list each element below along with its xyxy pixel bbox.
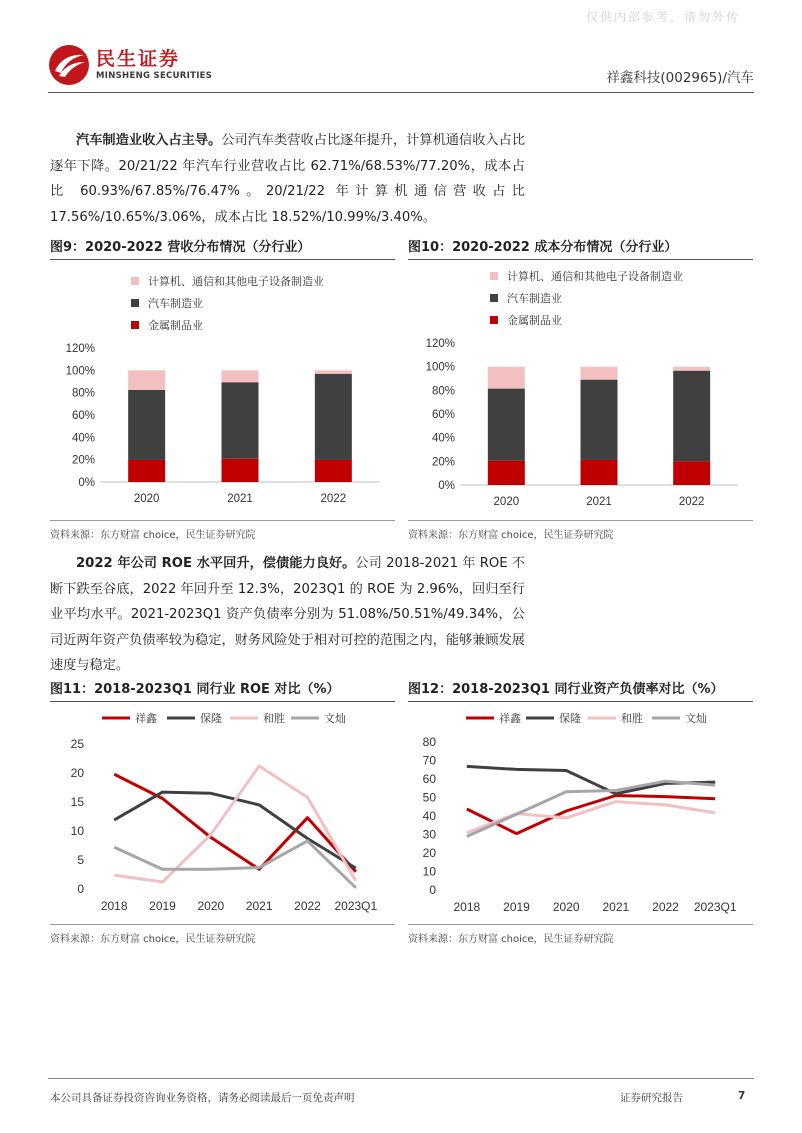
watermark: 仅供内部参考，请勿外传 — [585, 10, 740, 24]
fig10-legend-item — [490, 265, 683, 287]
fig12-source: 资料来源：东方财富 choice，民生证券研究院 — [408, 924, 753, 942]
paragraph-roe-heading: 2022 年公司 ROE 水平回升，偿债能力良好。 — [76, 556, 356, 571]
y-tick-label: 15 — [70, 795, 84, 809]
legend-swatch — [490, 272, 498, 280]
fig11-title: 图11：2018-2023Q1 同行业 ROE 对比（%） — [50, 680, 395, 702]
fig9-title: 图9：2020-2022 营收分布情况（分行业） — [50, 238, 395, 260]
y-tick-label: 40% — [71, 432, 95, 445]
x-tick-label: 2022 — [678, 496, 705, 508]
y-tick-label: 20 — [70, 766, 84, 780]
bar-segment — [488, 367, 525, 389]
bar-segment — [222, 459, 259, 482]
y-tick-label: 0% — [438, 480, 455, 492]
bar-segment — [128, 370, 165, 390]
fig9-legend — [131, 270, 324, 336]
x-tick-label: 2021 — [602, 900, 630, 914]
y-tick-label: 20 — [422, 846, 436, 860]
fig10-source: 资料来源：东方财富 choice，民生证券研究院 — [408, 520, 753, 538]
company-logo — [48, 44, 212, 86]
legend-label: 和胜 — [621, 713, 643, 725]
x-tick-label: 2020 — [552, 900, 580, 914]
y-tick-label: 10 — [70, 824, 84, 838]
bar-segment — [488, 461, 525, 485]
x-tick-label: 2018 — [453, 900, 481, 914]
bar-segment — [315, 374, 352, 460]
fig10-legend-item — [490, 309, 683, 331]
x-tick-label: 2022 — [320, 493, 347, 505]
x-tick-label: 2023Q1 — [334, 899, 378, 913]
bar-segment — [488, 389, 525, 461]
fig10-legend — [490, 265, 683, 331]
series-line — [114, 774, 356, 872]
x-tick-label: 2019 — [503, 900, 530, 914]
y-tick-label: 60% — [431, 409, 455, 421]
y-tick-label: 100% — [425, 361, 455, 374]
legend-label: 计算机、通信和其他电子设备制造业 — [148, 275, 324, 288]
series-line — [467, 796, 715, 834]
y-tick-label: 50 — [422, 790, 436, 805]
legend-label: 金属制品业 — [148, 319, 203, 332]
logo-chinese-text: 民生证券 — [96, 48, 181, 70]
y-tick-label: 5 — [77, 853, 84, 867]
x-tick-label: 2023Q1 — [693, 900, 737, 914]
x-tick-label: 2019 — [149, 899, 176, 913]
footer-divider — [48, 1078, 754, 1079]
x-tick-label: 2021 — [245, 899, 273, 913]
bar-segment — [315, 370, 352, 373]
fig10-title: 图10：2020-2022 成本分布情况（分行业） — [408, 238, 753, 260]
y-tick-label: 30 — [422, 827, 436, 842]
y-tick-label: 80% — [71, 387, 95, 400]
fig12-chart — [408, 706, 753, 922]
bar-segment — [673, 371, 710, 461]
y-tick-label: 20% — [431, 456, 455, 469]
bar-segment — [581, 367, 618, 380]
legend-label: 祥鑫 — [499, 713, 521, 725]
x-tick-label: 2020 — [493, 496, 520, 508]
fig11-chart — [50, 706, 395, 922]
fig9-legend-item — [131, 270, 324, 292]
x-tick-label: 2021 — [227, 493, 253, 505]
y-tick-label: 20% — [71, 454, 95, 467]
legend-label: 汽车制造业 — [507, 292, 562, 305]
minsheng-logo-icon — [48, 44, 90, 86]
bar-segment — [581, 460, 618, 485]
bar-segment — [128, 460, 165, 482]
y-tick-label: 0 — [77, 882, 84, 896]
x-tick-label: 2021 — [586, 496, 612, 508]
x-tick-label: 2020 — [197, 899, 225, 913]
paragraph-roe — [50, 551, 525, 679]
legend-label: 和胜 — [263, 713, 285, 725]
legend-label: 汽车制造业 — [148, 297, 203, 310]
y-tick-label: 0% — [78, 477, 95, 489]
logo-english-text: MINSHENG SECURITIES — [96, 71, 213, 81]
footer-disclaimer: 本公司具备证券投资咨询业务资格，请务必阅读最后一页免责声明 — [50, 1092, 355, 1104]
fig12-title: 图12：2018-2023Q1 同行业资产负债率对比（%） — [408, 680, 753, 702]
y-tick-label: 120% — [65, 343, 95, 355]
legend-swatch — [131, 321, 139, 329]
bar-segment — [673, 461, 710, 485]
page-header — [48, 42, 754, 94]
bar-segment — [673, 367, 710, 371]
y-tick-label: 60% — [71, 410, 95, 422]
legend-swatch — [490, 316, 498, 324]
y-tick-label: 10 — [422, 864, 436, 879]
fig9-chart — [50, 336, 395, 516]
paragraph-revenue — [50, 128, 525, 230]
legend-label: 计算机、通信和其他电子设备制造业 — [507, 270, 683, 283]
bar-segment — [222, 370, 259, 382]
x-tick-label: 2020 — [133, 493, 160, 505]
x-tick-label: 2022 — [652, 900, 679, 914]
report-title: 祥鑫科技(002965)/汽车 — [606, 70, 754, 86]
legend-label: 祥鑫 — [135, 713, 157, 725]
fig9-source: 资料来源：东方财富 choice，民生证券研究院 — [50, 520, 395, 538]
y-tick-label: 80 — [422, 735, 436, 749]
legend-swatch — [131, 277, 139, 285]
legend-label: 文灿 — [324, 713, 346, 725]
fig9-legend-item — [131, 292, 324, 314]
y-tick-label: 25 — [70, 737, 84, 751]
x-tick-label: 2018 — [100, 899, 128, 913]
y-tick-label: 40 — [422, 809, 436, 823]
bar-segment — [222, 382, 259, 459]
bar-segment — [315, 460, 352, 482]
y-tick-label: 100% — [65, 365, 95, 378]
fig11-source: 资料来源：东方财富 choice，民生证券研究院 — [50, 924, 395, 942]
fig10-legend-item — [490, 287, 683, 309]
paragraph-revenue-heading: 汽车制造业收入占主导。 — [76, 133, 222, 148]
header-divider — [48, 92, 754, 93]
y-tick-label: 80% — [431, 385, 455, 398]
legend-swatch — [131, 299, 139, 307]
legend-label: 保隆 — [559, 713, 581, 725]
footer-report-type: 证券研究报告 — [620, 1092, 683, 1104]
y-tick-label: 70 — [422, 753, 436, 768]
legend-label: 文灿 — [685, 713, 707, 725]
y-tick-label: 40% — [431, 432, 455, 445]
fig9-legend-item — [131, 314, 324, 336]
legend-label: 保隆 — [200, 713, 222, 725]
page-number: 7 — [738, 1090, 746, 1102]
legend-swatch — [490, 294, 498, 302]
y-tick-label: 0 — [429, 883, 436, 897]
y-tick-label: 120% — [425, 338, 455, 350]
paragraph-revenue-body: 公司汽车类营收占比逐年提升，计算机通信收入占比逐年下降。20/21/22 年汽车行业营收占比 62.71%/68.53%/77.20%，成本占比 60.93%/67.85%/76.47%。20/21/22 年计算机通信营收占比 17.56%/10.65%/3.06%，成本占比 18.52%/10.99%/3.40%。 — [50, 133, 526, 225]
fig10-chart — [408, 332, 753, 516]
legend-label: 金属制品业 — [507, 314, 562, 327]
bar-segment — [581, 380, 618, 460]
y-tick-label: 60 — [422, 772, 436, 786]
x-tick-label: 2022 — [294, 899, 321, 913]
paragraph-roe-body: 公司 2018-2021 年 ROE 不断下跌至谷底，2022 年回升至 12.3%，2023Q1 的 ROE 为 2.96%，回归至行业平均水平。2021-2023Q1 资产负债率分别为 51.08%/50.51%/49.34%，公司近两年资产负债率较为稳定，财务风险处于相对可控的范围之内，能够兼顾发展速度与稳定。 — [50, 556, 525, 673]
bar-segment — [128, 390, 165, 460]
